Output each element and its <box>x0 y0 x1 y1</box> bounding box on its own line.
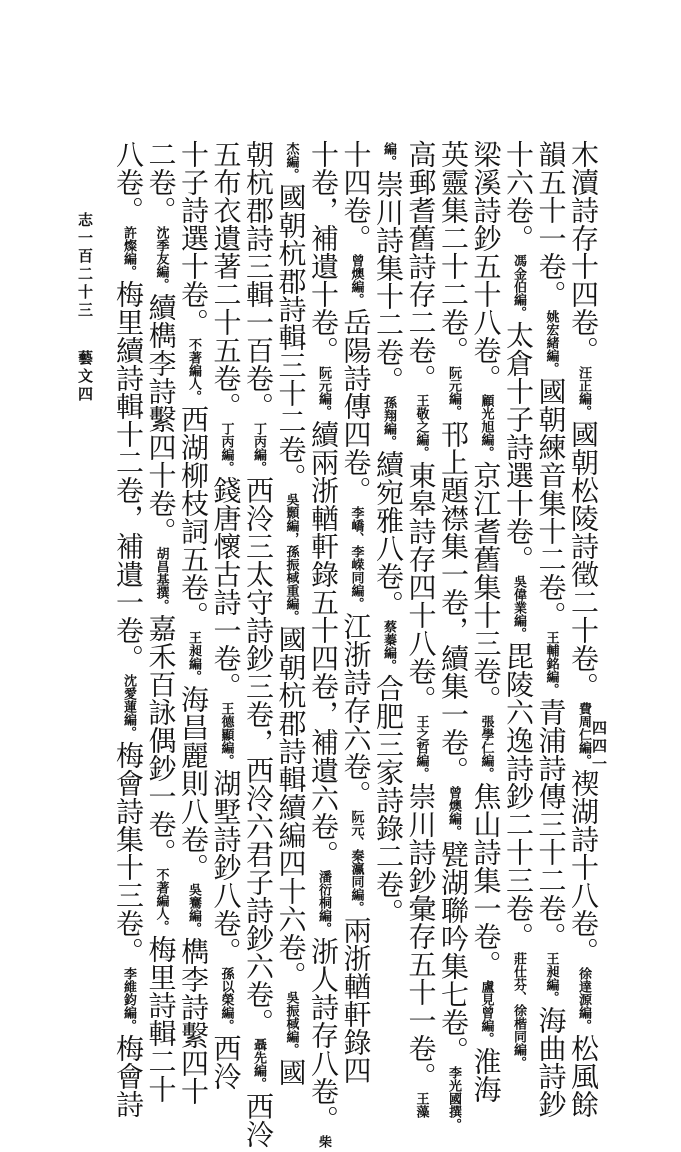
title-text: 朝杭郡詩三輯一百卷。 <box>242 140 275 420</box>
title-text: 海昌麗則八卷。 <box>177 685 210 881</box>
title-text: 淮海 <box>469 1047 503 1103</box>
title-text: 毘陵六逸詩鈔二十三卷。 <box>502 642 535 950</box>
compiler-note: 阮元、秦瀛同編。 <box>348 810 364 914</box>
compiler-note: 莊仕芬、徐楷同編。 <box>511 952 526 1069</box>
compiler-note: 阮元編。 <box>446 366 461 418</box>
compiler-note: 張學仁編。 <box>478 715 494 780</box>
title-text: 韻五十一卷。 <box>534 140 568 308</box>
compiler-note: 姚宏緒編。 <box>543 310 559 375</box>
title-text: 江浙詩存六卷。 <box>339 612 373 808</box>
title-text: 英靈集二十二卷。 <box>437 140 470 364</box>
title-text: 崇川詩集十二卷。 <box>372 170 405 394</box>
title-text: 崇川詩鈔彙存五十一卷。 <box>404 782 438 1090</box>
title-text: 二卷。 <box>144 140 178 224</box>
title-text: 嘉禾百詠偶鈔一卷。 <box>144 614 178 866</box>
compiler-note: 吳振棫編。 <box>283 991 299 1056</box>
compiler-note: 蔡蓁編。 <box>381 620 396 672</box>
title-text: 十子詩選十卷。 <box>177 140 210 336</box>
text-column <box>501 140 535 1069</box>
compiler-note: 吳偉業編。 <box>511 575 526 640</box>
title-text: 邗上題襟集一卷，續集一卷。 <box>437 420 470 784</box>
compiler-note: 沈季友編。 <box>153 226 169 291</box>
title-text: 梅會詩集十三卷。 <box>112 741 145 965</box>
compiler-note: 王昶編。 <box>543 952 559 1004</box>
volume-title: 志一百二十三 <box>76 212 94 320</box>
compiler-note: 胡昌基撰。 <box>153 547 169 612</box>
title-text: 錢唐懷古詩一卷。 <box>209 476 243 700</box>
text-column <box>144 140 178 1103</box>
compiler-note: 編。 <box>381 142 396 168</box>
text-column <box>209 140 243 1090</box>
compiler-note: 曾燠編。 <box>446 786 461 838</box>
text-column <box>469 140 503 1103</box>
title-text: 檇李詩繫四十 <box>177 937 210 1105</box>
title-text: 西泠三太守詩鈔三卷，西泠六君子詩鈔六卷。 <box>242 476 275 1036</box>
title-text: 梅里續詩輯十二卷，補遺一卷。 <box>112 280 145 672</box>
compiler-note: 不著編人。 <box>186 338 201 403</box>
title-text: 禊湖詩十八卷。 <box>567 769 600 965</box>
title-text: 甓湖聯吟集七卷。 <box>437 840 470 1064</box>
compiler-note: 汪正編。 <box>576 366 591 418</box>
title-text: 國 <box>274 1058 308 1086</box>
compiler-note: 丁丙編。 <box>251 422 266 474</box>
compiler-note: 顧光旭編。 <box>478 394 494 459</box>
compiler-note: 吳顥編，孫振棫重編。 <box>283 493 299 623</box>
compiler-note: 吳騫編。 <box>186 883 201 935</box>
title-text: 太倉十子詩選十卷。 <box>502 321 535 573</box>
compiler-note: 聶先編。 <box>251 1038 266 1090</box>
text-column <box>566 140 600 1118</box>
page-number: 四四一 <box>590 720 608 774</box>
compiler-note: 丁丙編。 <box>218 422 234 474</box>
title-text: 西泠 <box>242 1092 275 1148</box>
title-text: 梅里詩輯二十 <box>144 935 178 1103</box>
title-text: 續檇李詩繫四十卷。 <box>144 293 178 545</box>
compiler-note: 王輔銘編。 <box>543 631 559 696</box>
compiler-note: 孫以榮編。 <box>218 967 234 1032</box>
title-text: 梁溪詩鈔五十八卷。 <box>469 140 503 392</box>
text-column <box>241 140 275 1148</box>
title-text: 木瀆詩存十四卷。 <box>567 140 600 364</box>
title-text: 國朝松陵詩徵二十卷。 <box>567 420 600 700</box>
section-title: 藝文四 <box>76 350 94 404</box>
text-column <box>404 140 438 1118</box>
compiler-note: 盧見曾編。 <box>478 980 494 1045</box>
title-text: 續兩浙輶軒錄五十四卷，補遺六卷。 <box>307 420 340 868</box>
title-text: 海曲詩鈔 <box>534 1006 568 1118</box>
title-text: 焦山詩集一卷。 <box>469 782 503 978</box>
title-text: 岳陽詩傳四卷。 <box>339 308 373 504</box>
title-text: 國朝杭郡詩輯續編四十六卷。 <box>274 625 308 989</box>
title-text: 高郵耆舊詩存二卷。 <box>404 140 438 392</box>
text-column <box>339 140 373 1084</box>
compiler-note: 潘衍桐編。 <box>316 870 331 935</box>
title-text: 湖墅詩鈔八卷。 <box>209 769 243 965</box>
compiler-note: 許燦編。 <box>121 226 136 278</box>
compiler-note: 李光國撰。 <box>446 1066 461 1131</box>
compiler-note: 馮金伯編。 <box>511 254 526 319</box>
title-text: 西泠 <box>209 1034 243 1090</box>
title-text: 十卷，補遺十卷。 <box>307 140 340 364</box>
compiler-note: 孫翔編。 <box>381 396 396 448</box>
compiler-note: 杰編。 <box>283 142 299 181</box>
compiler-note: 柴 <box>316 1135 331 1148</box>
title-text: 十六卷。 <box>502 140 535 252</box>
title-text: 京江耆舊集十三卷。 <box>469 461 503 713</box>
title-text: 松風餘 <box>567 1034 600 1118</box>
text-column <box>111 140 145 1118</box>
text-column <box>436 140 470 1131</box>
title-text: 西湖柳枝詞五卷。 <box>177 405 210 629</box>
compiler-note: 王藻 <box>413 1092 429 1118</box>
text-column <box>371 140 405 990</box>
text-column <box>274 140 308 1086</box>
compiler-note: 王敬之編。 <box>413 394 429 459</box>
title-text: 五布衣遺著二十五卷。 <box>209 140 243 420</box>
compiler-note: 王之哲編。 <box>413 715 429 780</box>
title-text: 東皋詩存四十八卷。 <box>404 461 438 713</box>
title-text: 浙人詩存八卷。 <box>307 937 340 1133</box>
title-text: 國朝練音集十二卷。 <box>534 377 568 629</box>
text-column <box>176 140 210 1105</box>
title-text: 續宛雅八卷。 <box>372 450 405 618</box>
title-text: 十四卷。 <box>339 140 373 252</box>
compiler-note: 沈愛蓮編。 <box>121 674 136 739</box>
text-column <box>306 140 340 1148</box>
compiler-note: 王德顯編。 <box>218 702 234 767</box>
page-header-margin <box>76 212 96 404</box>
title-text: 合肥三家詩錄二卷。 <box>372 674 405 926</box>
compiler-note: 徐達源編。 <box>576 967 591 1032</box>
title-text: 青浦詩傳三十二卷。 <box>534 698 568 950</box>
compiler-note: 李維鈞編。 <box>121 967 136 1032</box>
compiler-note: 費周仁編。 <box>576 702 591 767</box>
compiler-note: 阮元編。 <box>316 366 331 418</box>
compiler-note: 李嶠、李嵘同編。 <box>348 506 364 610</box>
text-column <box>534 140 568 1118</box>
title-text: 兩浙輶軒錄四 <box>339 916 373 1084</box>
compiler-note: 曾燠編。 <box>348 254 364 306</box>
title-text: 八卷。 <box>112 140 145 224</box>
title-text: 梅會詩 <box>112 1034 145 1118</box>
title-text: 國朝杭郡詩輯三十二卷。 <box>274 183 308 491</box>
compiler-note: 不著編人。 <box>153 868 169 933</box>
compiler-note: 王昶編。 <box>186 631 201 683</box>
